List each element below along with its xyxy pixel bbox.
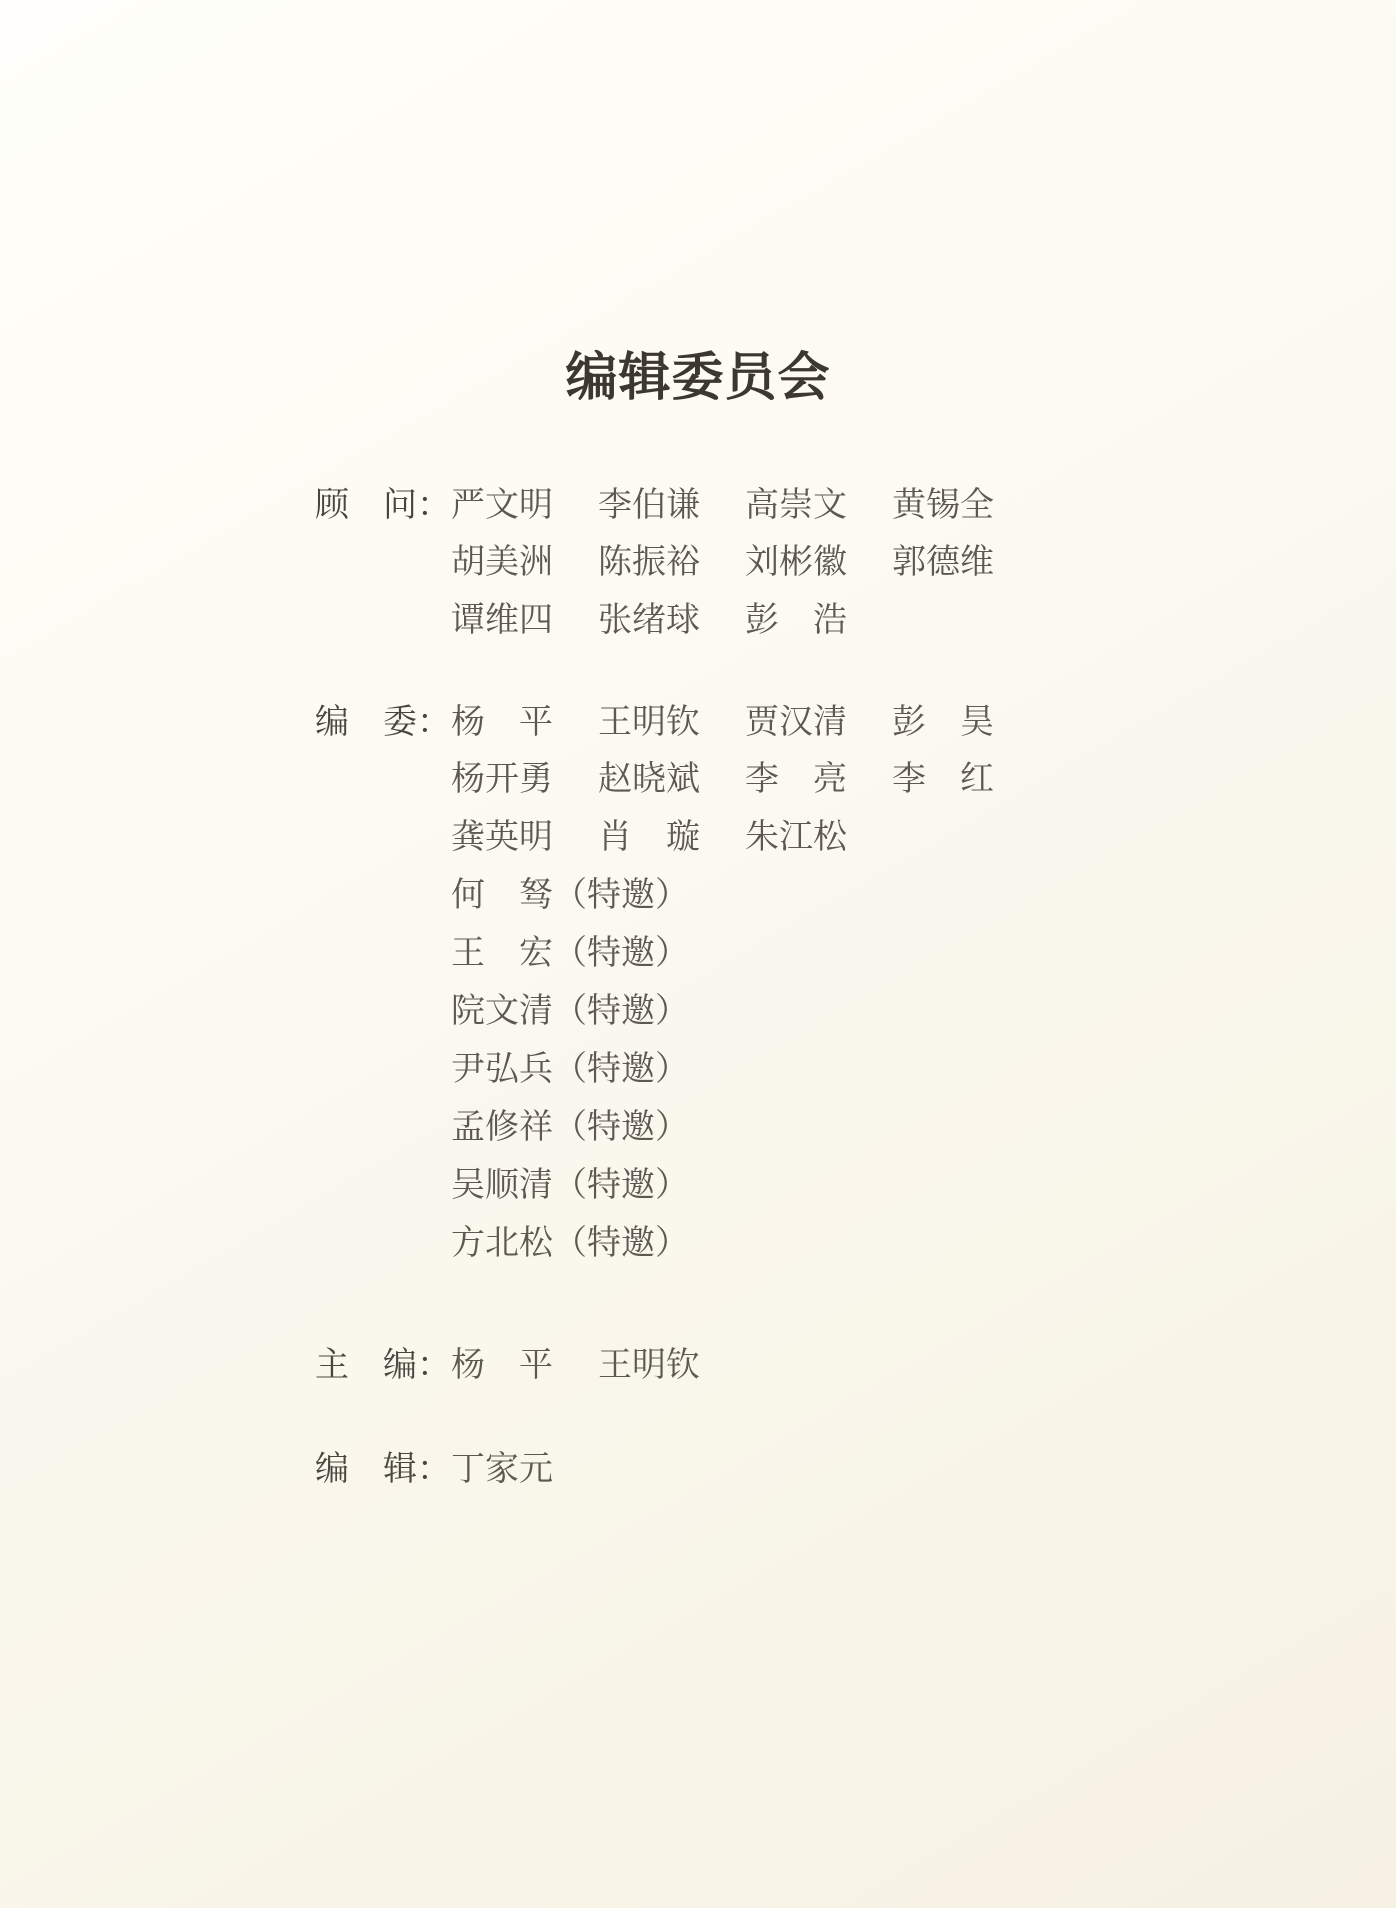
board-row-3 [315, 809, 1396, 867]
board-row-7 [315, 1041, 1396, 1099]
board-member-name: 尹弘兵（特邀） [451, 1051, 689, 1088]
advisor-name: 严文明 [451, 487, 553, 524]
editor-row [315, 1440, 1396, 1498]
chief-editor-name: 杨 平 [451, 1347, 553, 1384]
board-member-name: 李 亮 [745, 761, 847, 798]
advisors-section [315, 476, 1396, 650]
board-member-name: 杨 平 [451, 704, 553, 741]
board-member-name: 贾汉清 [745, 704, 847, 741]
board-member-name: 朱江松 [745, 819, 847, 856]
board-member-name: 王明钦 [598, 704, 700, 741]
advisor-name: 黄锡全 [892, 487, 994, 524]
board-row-9 [315, 1157, 1396, 1215]
board-member-name: 何 驽（特邀） [451, 877, 689, 914]
editorial-board-section [315, 693, 1396, 1273]
board-member-name: 赵晓斌 [598, 761, 700, 798]
board-member-name: 吴顺清（特邀） [451, 1167, 689, 1204]
board-label: 编 委： [315, 703, 451, 741]
board-member-name: 王 宏（特邀） [451, 935, 689, 972]
board-row-6 [315, 983, 1396, 1041]
advisor-name: 郭德维 [892, 544, 994, 581]
board-member-name: 孟修祥（特邀） [451, 1109, 689, 1146]
chief-editor-row [315, 1336, 1396, 1394]
board-row-8 [315, 1099, 1396, 1157]
board-member-name: 李 红 [892, 761, 994, 798]
chief-editor-label: 主 编： [315, 1346, 451, 1384]
editor-name: 丁家元 [451, 1451, 553, 1488]
board-row-10 [315, 1215, 1396, 1273]
advisor-name: 李伯谦 [598, 487, 700, 524]
advisor-name: 陈振裕 [598, 544, 700, 581]
chief-editor-section [315, 1336, 1396, 1394]
board-row-1 [315, 693, 1396, 751]
board-row-2 [315, 751, 1396, 809]
advisor-name: 彭 浩 [745, 602, 847, 639]
board-row-5 [315, 925, 1396, 983]
advisors-row-1 [315, 476, 1396, 534]
advisor-name: 谭维四 [451, 602, 553, 639]
board-member-name: 彭 昊 [892, 704, 994, 741]
page-title: 编辑委员会 [565, 350, 831, 407]
advisor-name: 胡美洲 [451, 544, 553, 581]
advisors-row-2 [315, 534, 1396, 592]
chief-editor-name: 王明钦 [598, 1347, 700, 1384]
editor-section [315, 1440, 1396, 1498]
advisors-label: 顾 问： [315, 486, 451, 524]
board-row-4 [315, 867, 1396, 925]
board-member-name: 方北松（特邀） [451, 1225, 689, 1262]
advisor-name: 张绪球 [598, 602, 700, 639]
board-member-name: 龚英明 [451, 819, 553, 856]
committee-list [315, 476, 1396, 1498]
board-member-name: 杨开勇 [451, 761, 553, 798]
advisors-row-3 [315, 592, 1396, 650]
advisor-name: 刘彬徽 [745, 544, 847, 581]
advisor-name: 高崇文 [745, 487, 847, 524]
board-member-name: 院文清（特邀） [451, 993, 689, 1030]
editor-label: 编 辑： [315, 1450, 451, 1488]
board-member-name: 肖 璇 [598, 819, 700, 856]
